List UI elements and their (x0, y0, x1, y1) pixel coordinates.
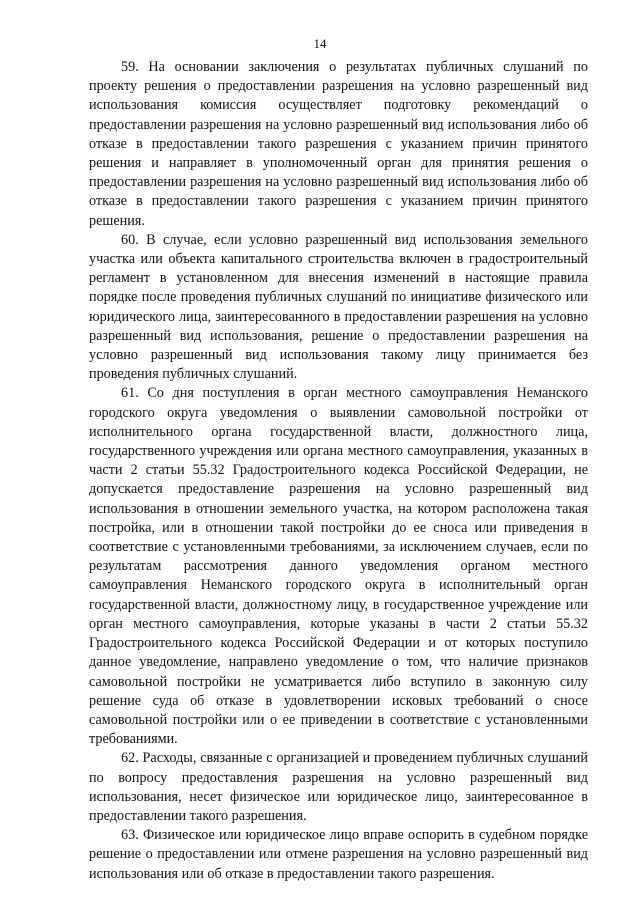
page-number: 14 (313, 36, 327, 51)
paragraph-60: 60. В случае, если условно разрешенный вид использования земельного участка или объекта капитального строительства включен в градостроительный регламент в установленном для внесения изменений в настоящие правила порядке после проведения публичных слушаний по инициативе физического или юридического лица, заинтересованного в предоставлении разрешения на условно разрешенный вид использования, решение о предоставлении разрешения на условно разрешенный вид использования такому лицу принимается без проведения публичных слушаний. (89, 231, 588, 383)
paragraph-61: 61. Со дня поступления в орган местного самоуправления Неманского городского округа уведомления о выявлении самовольной постройки от исполнительного органа государственной власти, должностного лица, государственного учреждения или органа местного самоуправления, указанных в части 2 статьи 55.32 Градостроительного кодекса Российской Федерации, не допускается предоставление разрешения на условно разрешенный вид использования в отношении земельного участка, на котором расположена такая постройка, или в отношении такой постройки до ее сноса или приведения в соответствие с установленными требованиями, за исключением случаев, если по результатам рассмотрения данного уведомления органом местного самоуправления Неманского городского округа в исполнительный орган государственной власти, должностному лицу, в государственное учреждение или орган местного самоуправления, которые указаны в части 2 статьи 55.32 Градостроительного кодекса Российской Федерации и от которых поступило данное уведомление, направлено уведомление о том, что наличие признаков самовольной постройки не усматривается либо вступило в законную силу решение суда об отказе в удовлетворении исковых требований о сносе самовольной постройки или о ее приведении в соответствие с установленными требованиями. (89, 385, 588, 748)
document-body (89, 58, 588, 884)
paragraph-62: 62. Расходы, связанные с организацией и проведением публичных слушаний по вопросу предоставления разрешения на условно разрешенный вид использования, несет физическое или юридическое лицо, заинтересованное в предоставлении такого разрешения. (89, 750, 588, 824)
paragraph-59: 59. На основании заключения о результатах публичных слушаний по проекту решения о предоставлении разрешения на условно разрешенный вид использования комиссия осуществляет подготовку рекомендаций о предоставлении разрешения на условно разрешенный вид использования либо об отказе в предоставлении такого разрешения с указанием причин принятого решения и направляет в уполномоченный орган для принятия решения о предоставлении разрешения на условно разрешенный вид использования либо об отказе в предоставлении такого разрешения с указанием причин принятого решения. (89, 59, 588, 229)
paragraph-63: 63. Физическое или юридическое лицо вправе оспорить в судебном порядке решение о предоставлении или отмене разрешения на условно разрешенный вид использования или об отказе в предоставлении такого разрешения. (89, 827, 588, 882)
